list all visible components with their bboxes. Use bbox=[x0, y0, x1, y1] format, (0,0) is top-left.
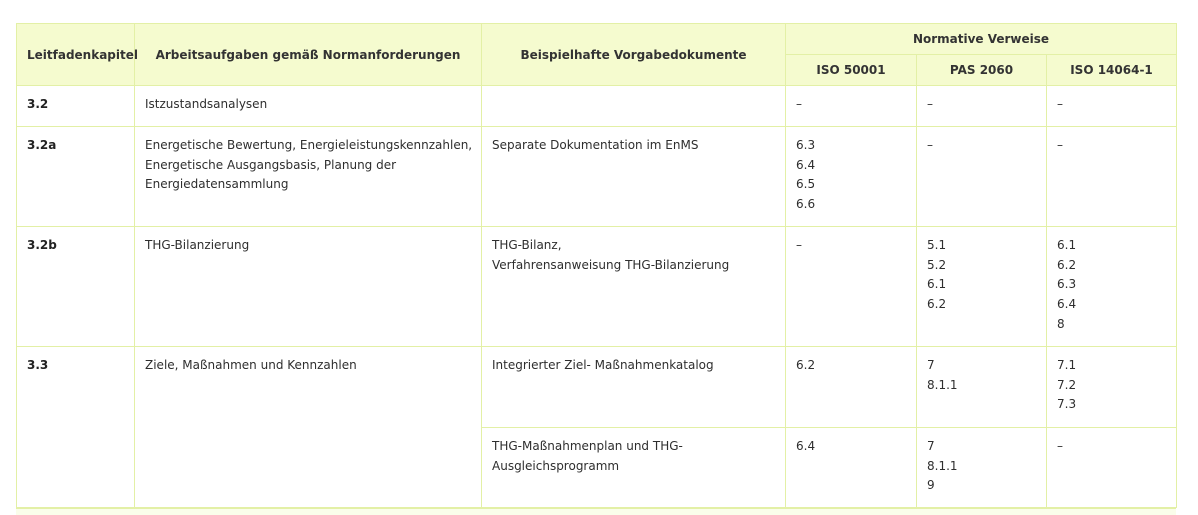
tasks-cell bbox=[135, 227, 482, 347]
cell-line: 8 bbox=[1057, 316, 1065, 331]
header-normative-references: Normative Verweise bbox=[786, 24, 1177, 55]
header-pas2060: PAS 2060 bbox=[917, 55, 1047, 86]
cell-line: 7 bbox=[927, 439, 935, 453]
tasks-cell bbox=[135, 347, 482, 508]
header-iso14064: ISO 14064-1 bbox=[1047, 55, 1177, 86]
iso14064-cell bbox=[1047, 86, 1177, 127]
cell-line: – bbox=[796, 238, 802, 252]
header-tasks: Arbeitsaufgaben gemäß Normanforderungen bbox=[135, 24, 482, 86]
cell-line: THG-Maßnahmenplan und THG- bbox=[492, 439, 683, 453]
iso14064-cell bbox=[1047, 127, 1177, 227]
iso50001-cell bbox=[786, 86, 917, 127]
cell-line: Ausgleichsprogramm bbox=[492, 458, 620, 473]
cell-line: Energiedatensammlung bbox=[145, 177, 289, 192]
table-row bbox=[17, 127, 1177, 227]
pas2060-cell bbox=[917, 347, 1047, 428]
tasks-cell bbox=[135, 86, 482, 127]
cell-line: THG-Bilanz, bbox=[492, 238, 562, 252]
cell-line: 6.4 bbox=[796, 439, 816, 453]
cell-line: 5.1 bbox=[927, 238, 947, 252]
cell-line: 6.2 bbox=[796, 358, 816, 372]
cell-line: – bbox=[927, 138, 933, 152]
cell-line: 7.1 bbox=[1057, 358, 1077, 372]
iso14064-cell bbox=[1047, 347, 1177, 428]
documents-cell bbox=[482, 86, 786, 127]
cell-line: 6.2 bbox=[1057, 257, 1077, 272]
iso14064-cell bbox=[1047, 428, 1177, 508]
cell-line: – bbox=[1057, 138, 1063, 152]
chapter-cell: 3.3 bbox=[17, 347, 135, 508]
cell-line: 6.6 bbox=[796, 197, 816, 212]
documents-cell bbox=[482, 127, 786, 227]
cell-line: 6.1 bbox=[927, 277, 947, 292]
tasks-cell bbox=[135, 127, 482, 227]
table-row bbox=[17, 227, 1177, 347]
cell-line: – bbox=[796, 97, 802, 111]
iso14064-cell bbox=[1047, 227, 1177, 347]
header-chapter: Leitfadenkapitel bbox=[17, 24, 135, 86]
cell-line: Separate Dokumentation im EnMS bbox=[492, 138, 699, 152]
header-documents: Beispielhafte Vorgabedokumente bbox=[482, 24, 786, 86]
cell-line: 6.3 bbox=[1057, 277, 1077, 292]
cell-line: 7.3 bbox=[1057, 397, 1077, 412]
iso50001-cell bbox=[786, 227, 917, 347]
cell-line: 5.2 bbox=[927, 257, 947, 272]
documents-cell bbox=[482, 227, 786, 347]
cell-line: – bbox=[1057, 97, 1063, 111]
standards-table-container bbox=[16, 23, 1176, 508]
standards-table bbox=[16, 23, 1177, 508]
documents-cell bbox=[482, 347, 786, 428]
cell-line: Energetische Bewertung, Energieleistungskennzahlen, bbox=[145, 138, 473, 152]
iso50001-cell bbox=[786, 428, 917, 508]
pas2060-cell bbox=[917, 428, 1047, 508]
cell-line: 6.4 bbox=[796, 157, 816, 172]
cell-line: 6.2 bbox=[927, 297, 947, 312]
documents-cell bbox=[482, 428, 786, 508]
cell-line: 6.3 bbox=[796, 138, 816, 152]
chapter-cell: 3.2 bbox=[17, 86, 135, 127]
cell-line: Ziele, Maßnahmen und Kennzahlen bbox=[145, 358, 357, 372]
cell-line: 6.5 bbox=[796, 177, 816, 192]
pas2060-cell bbox=[917, 127, 1047, 227]
cell-line: 7.2 bbox=[1057, 377, 1077, 392]
cell-line: Energetische Ausgangsbasis, Planung der bbox=[145, 157, 397, 172]
table-row bbox=[17, 347, 1177, 428]
cell-line: 8.1.1 bbox=[927, 458, 958, 473]
cell-line: – bbox=[1057, 439, 1063, 453]
pas2060-cell bbox=[917, 86, 1047, 127]
header-iso50001: ISO 50001 bbox=[786, 55, 917, 86]
table-row bbox=[17, 86, 1177, 127]
iso50001-cell bbox=[786, 347, 917, 428]
cell-line: THG-Bilanzierung bbox=[145, 238, 250, 252]
pas2060-cell bbox=[917, 227, 1047, 347]
cell-line: 6.4 bbox=[1057, 297, 1077, 312]
chapter-cell: 3.2b bbox=[17, 227, 135, 347]
cell-line: 6.1 bbox=[1057, 238, 1077, 252]
iso50001-cell bbox=[786, 127, 917, 227]
cell-line: Istzustandsanalysen bbox=[145, 97, 268, 111]
cell-line: 8.1.1 bbox=[927, 377, 958, 392]
chapter-cell: 3.2a bbox=[17, 127, 135, 227]
cell-line: Verfahrensanweisung THG-Bilanzierung bbox=[492, 257, 730, 272]
cell-line: Integrierter Ziel- Maßnahmenkatalog bbox=[492, 358, 714, 372]
cell-line: 7 bbox=[927, 358, 935, 372]
cell-line: – bbox=[927, 97, 933, 111]
cell-line: 9 bbox=[927, 478, 935, 493]
